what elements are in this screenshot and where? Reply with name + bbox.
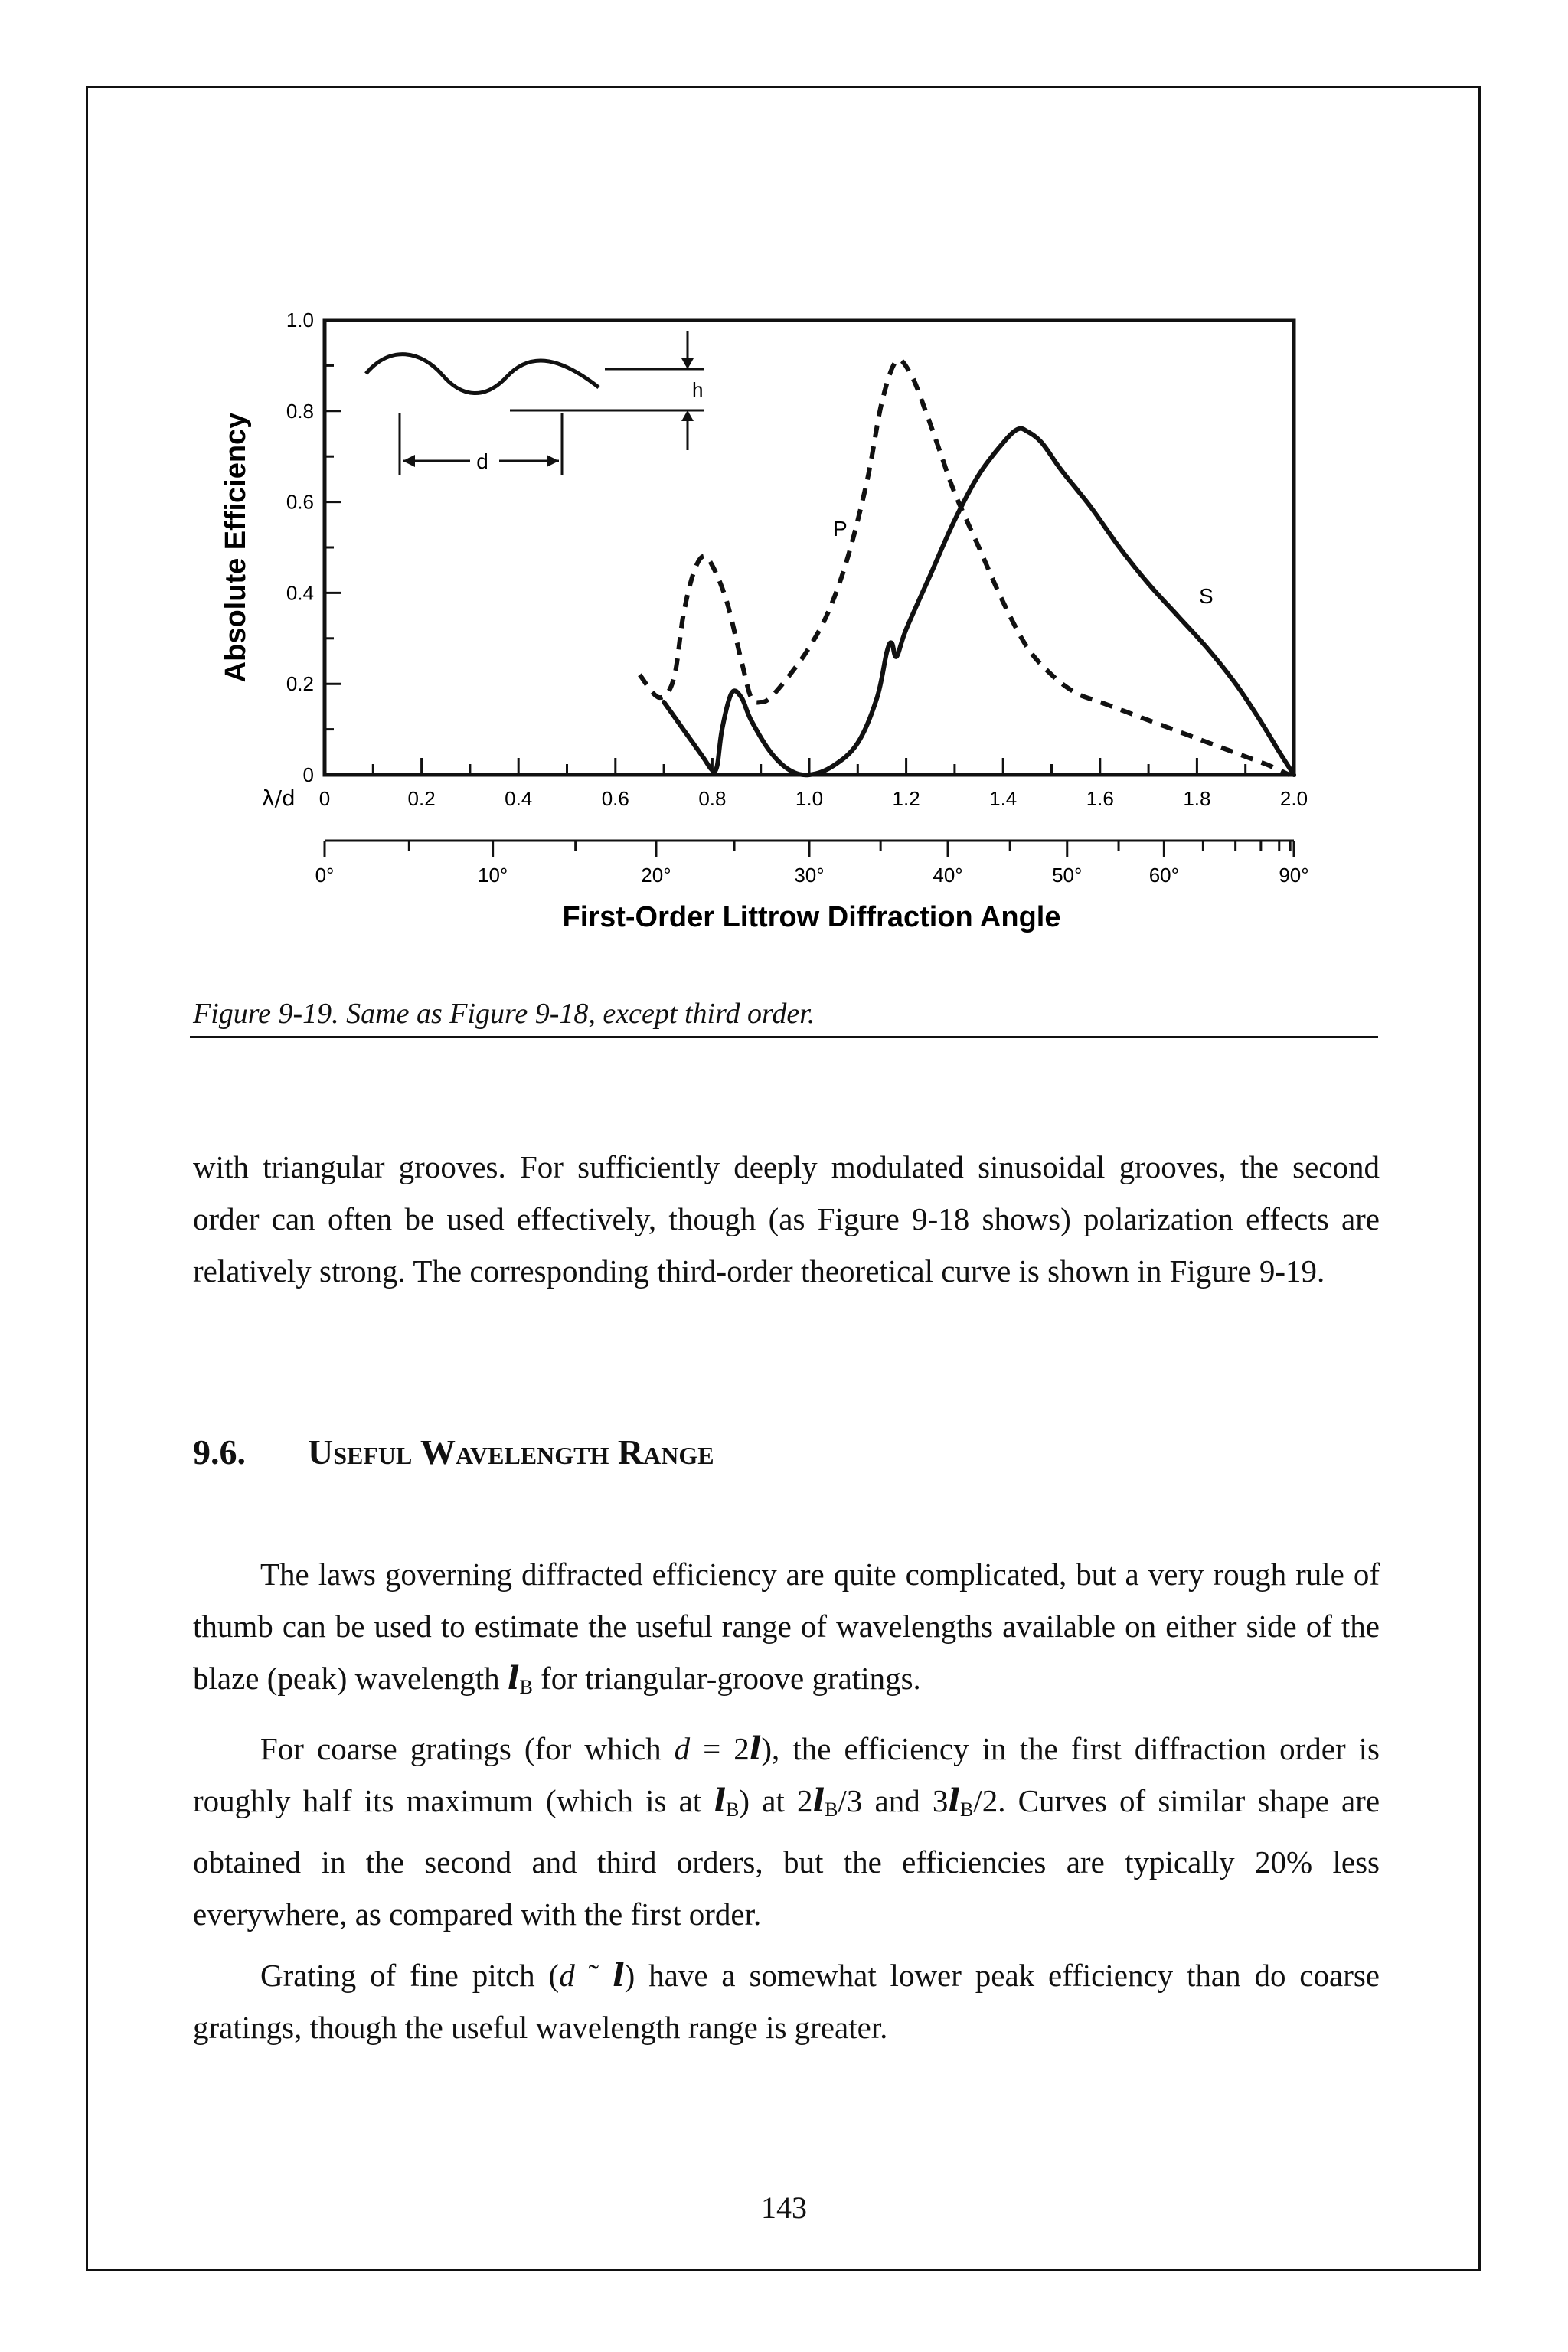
paragraph-3-text-d: /3 and 3 bbox=[838, 1783, 949, 1818]
y-tick-label: 1.0 bbox=[286, 309, 314, 332]
plot-frame bbox=[325, 320, 1294, 775]
y-tick-label: 0.4 bbox=[286, 581, 314, 605]
figure-caption: Figure 9-19. Same as Figure 9-18, except third order. bbox=[193, 998, 815, 1030]
page-number: 143 bbox=[761, 2190, 807, 2225]
x-tick-label: 1.6 bbox=[1086, 787, 1114, 810]
section-number: 9.6. bbox=[193, 1432, 246, 1472]
paragraph-3-text-c: ) at 2 bbox=[739, 1783, 813, 1818]
paragraph-3 bbox=[193, 1723, 1380, 1940]
angle-tick-label: 0° bbox=[315, 864, 335, 887]
angle-tick-label: 60° bbox=[1148, 864, 1180, 887]
efficiency-figure bbox=[199, 291, 1348, 949]
subscript-b: B bbox=[825, 1798, 838, 1821]
subscript-b: B bbox=[959, 1798, 974, 1821]
x-tick-label: 0.8 bbox=[698, 787, 727, 810]
x-tick-label: 0.4 bbox=[505, 787, 533, 810]
paragraph-2 bbox=[193, 1548, 1380, 1713]
paragraph-4 bbox=[193, 1949, 1380, 2053]
paragraph-4-text-a: Grating of fine pitch ( bbox=[260, 1958, 560, 1993]
angle-tick-label: 40° bbox=[933, 864, 963, 887]
d-symbol: d bbox=[674, 1731, 691, 1766]
x-tick-label: 0 bbox=[318, 787, 331, 810]
y-axis-title: Absolute Efficiency bbox=[220, 412, 252, 683]
x-tick-label: 1.8 bbox=[1183, 787, 1211, 810]
series-line-p bbox=[640, 360, 1289, 775]
y-tick-label: 0.2 bbox=[286, 672, 314, 696]
inset-d-arrowhead-right bbox=[547, 455, 559, 467]
paragraph-2-text-a: The laws governing diffracted efficiency are quite complicated, but a very rough rule of thumb can be used to estimate the useful range of wavelengths available on either side of the blaze (peak) wavelength bbox=[193, 1557, 1380, 1696]
x-tick-label: 0.2 bbox=[407, 787, 436, 810]
angle-tick-label: 10° bbox=[477, 864, 508, 887]
paragraph-1 bbox=[193, 1141, 1380, 1297]
paragraph-3-eq: = 2 bbox=[690, 1731, 750, 1766]
x-tick-label: 2.0 bbox=[1279, 787, 1308, 810]
section-body bbox=[193, 1548, 1380, 2063]
section-title: Useful Wavelength Range bbox=[308, 1432, 714, 1472]
paragraph-3-text-e: /2. Curves of similar shape are obtained in the second and third orders, but the efficiencies are typically 20% less everywhere, as compared with the first order. bbox=[193, 1783, 1380, 1932]
angle-tick-label: 90° bbox=[1279, 864, 1309, 887]
d-symbol: d bbox=[559, 1958, 575, 1993]
subscript-b: B bbox=[726, 1798, 740, 1821]
groove-profile bbox=[366, 354, 599, 394]
paragraph-3-text-a: For coarse gratings (for which bbox=[260, 1731, 675, 1766]
approx-symbol: ˜ bbox=[574, 1958, 613, 1993]
paragraph-2-text-b: for triangular-groove gratings. bbox=[532, 1661, 921, 1696]
groove-inset bbox=[366, 331, 704, 475]
inset-label-h: h bbox=[692, 378, 704, 401]
efficiency-chart bbox=[199, 291, 1348, 949]
caption-rule bbox=[190, 1036, 1378, 1038]
y-tick-label: 0 bbox=[302, 763, 314, 786]
angle-tick-label: 50° bbox=[1052, 864, 1083, 887]
x-tick-label: 0.6 bbox=[601, 787, 629, 810]
lambda-symbol: l bbox=[948, 1782, 960, 1819]
lambda-symbol: l bbox=[749, 1730, 762, 1767]
lambda-symbol: l bbox=[812, 1782, 825, 1819]
lambda-d-label: λ/d bbox=[262, 786, 296, 811]
paragraph-3-text-b: ), the efficiency in the first diffraction order is roughly half its maximum (which is at bbox=[193, 1731, 1380, 1818]
inset-label-d: d bbox=[476, 449, 488, 473]
x-axis-title: First-Order Littrow Diffraction Angle bbox=[562, 901, 1061, 933]
x-tick-label: 1.2 bbox=[892, 787, 920, 810]
y-tick-label: 0.8 bbox=[286, 399, 314, 423]
inset-h-arrowhead-up bbox=[681, 410, 694, 421]
paragraph-1-text: with triangular grooves. For sufficiently deeply modulated sinusoidal grooves, the second order can often be used effectively, though (as Figure 9-18 shows) polarization effects are relatively strong. The corresponding third-order theoretical curve is shown in Figure 9-19. bbox=[193, 1149, 1380, 1289]
series-label-s: S bbox=[1199, 584, 1214, 608]
series-label-p: P bbox=[833, 517, 848, 541]
subscript-b: B bbox=[519, 1676, 533, 1698]
inset-h-arrowhead-down bbox=[681, 358, 694, 369]
angle-tick-label: 30° bbox=[794, 864, 825, 887]
angle-tick-label: 20° bbox=[641, 864, 671, 887]
lambda-symbol: l bbox=[507, 1660, 520, 1697]
inset-d-arrowhead-left bbox=[403, 455, 415, 467]
x-tick-label: 1.4 bbox=[989, 787, 1018, 810]
paragraph-4-text-b: ) have a somewhat lower peak efficiency than do coarse gratings, though the useful wavelength range is greater. bbox=[193, 1958, 1380, 2045]
y-tick-label: 0.6 bbox=[286, 490, 314, 514]
section-heading bbox=[193, 1432, 714, 1472]
x-tick-label: 1.0 bbox=[795, 787, 824, 810]
lambda-symbol: l bbox=[714, 1782, 727, 1819]
lambda-symbol: l bbox=[612, 1957, 625, 1994]
